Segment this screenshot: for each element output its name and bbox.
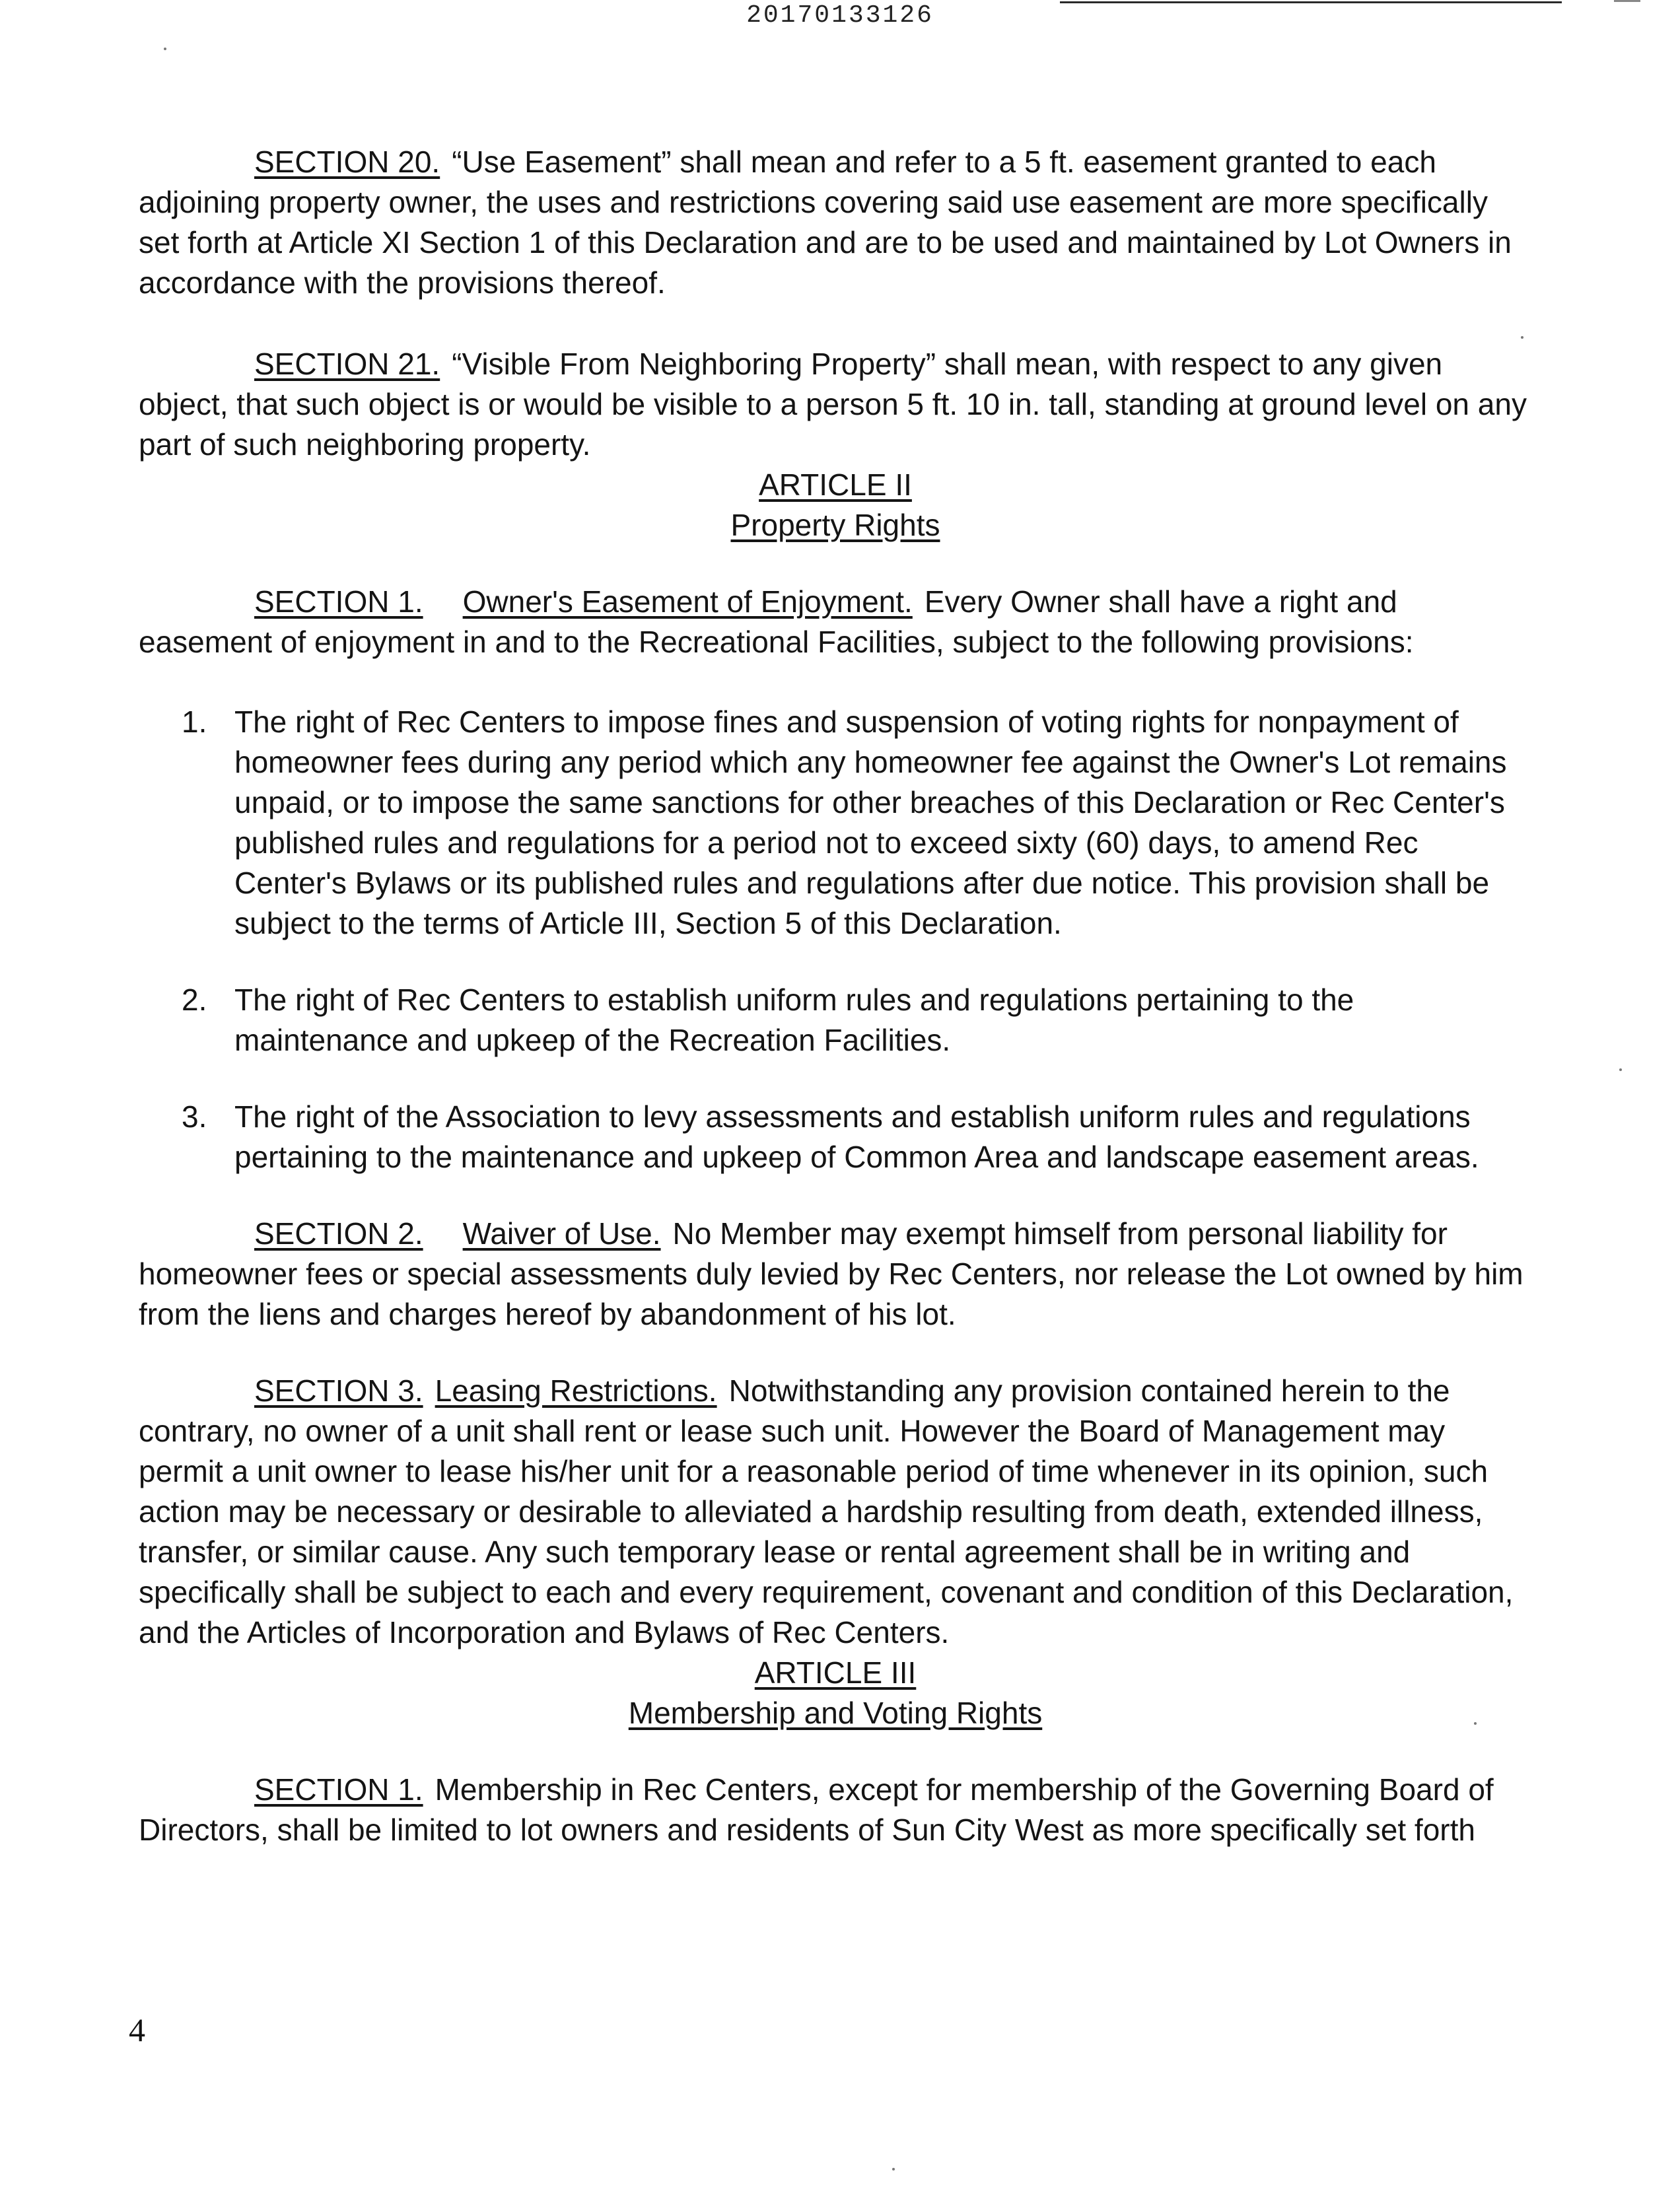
section-20 xyxy=(139,142,1532,303)
corner-mark xyxy=(1614,0,1640,2)
article-2-section-3-label: SECTION 3. xyxy=(254,1373,423,1408)
article-2-section-3-text: Notwithstanding any provision contained herein to the contrary, no owner of a unit shall rent or lease such unit. However the Board of Management may permit a unit owner to lease his/her unit for a reasonable period of time whenever in its opinion, such action may be necessary or desirable to alleviated a hardship resulting from death, extended illness, transfer, or similar cause. Any such temporary lease or rental agreement shall be in writing and specifically shall be subject to each and every requirement, covenant and condition of this Declaration, and the Articles of Incorporation and Bylaws of Rec Centers. xyxy=(139,1373,1514,1649)
section-21-text: “Visible From Neighboring Property” shall mean, with respect to any given object, that such object is or would be visible to a person 5 ft. 10 in. tall, standing at ground level on any part of such neighboring property. xyxy=(139,347,1527,462)
article-2-section-2-title: Waiver of Use. xyxy=(462,1216,661,1251)
article-2-section-2-text: No Member may exempt himself from personal liability for homeowner fees or special assessments duly levied by Rec Centers, nor release the Lot owned by him from the liens and charges hereof by abandonment of his lot. xyxy=(139,1216,1523,1331)
scan-speck xyxy=(1521,336,1523,339)
article-2-section-2 xyxy=(139,1214,1532,1335)
top-edge-line xyxy=(1060,1,1562,3)
scan-speck xyxy=(1474,1722,1477,1725)
provision-text: The right of the Association to levy assessments and establish uniform rules and regulations pertaining to the maintenance and upkeep of Common Area and landscape easement areas. xyxy=(234,1099,1479,1174)
article-2-section-3 xyxy=(139,1371,1532,1653)
provisions-list xyxy=(139,702,1532,1177)
provision-text: The right of Rec Centers to establish uniform rules and regulations pertaining to the maintenance and upkeep of the Recreation Facilities. xyxy=(234,983,1354,1057)
article-3-section-1 xyxy=(139,1770,1532,1850)
article-2-section-1-label: SECTION 1. xyxy=(254,584,423,619)
scan-speck xyxy=(1619,1068,1622,1071)
provision-item xyxy=(139,980,1532,1060)
article-2-heading: ARTICLE II xyxy=(759,468,912,502)
article-2-title: Property Rights xyxy=(730,508,940,542)
section-21 xyxy=(139,344,1532,465)
page-number: 4 xyxy=(129,2011,145,2048)
provision-number: 1. xyxy=(182,705,207,739)
article-3-title: Membership and Voting Rights xyxy=(628,1696,1043,1730)
article-3-heading: ARTICLE III xyxy=(754,1655,917,1690)
recording-number: 20170133126 xyxy=(746,1,934,30)
scan-speck xyxy=(892,2168,895,2170)
document-body xyxy=(139,142,1532,1850)
section-20-label: SECTION 20. xyxy=(254,145,440,179)
article-2-section-2-label: SECTION 2. xyxy=(254,1216,423,1251)
article-3-section-1-text: Membership in Rec Centers, except for membership of the Governing Board of Directors, shall be limited to lot owners and residents of Sun City West as more specifically set forth xyxy=(139,1772,1494,1847)
article-2-section-1 xyxy=(139,582,1532,662)
provision-item xyxy=(139,1097,1532,1177)
section-21-label: SECTION 21. xyxy=(254,347,440,381)
article-2-section-3-title: Leasing Restrictions. xyxy=(435,1373,717,1408)
article-2-section-1-title: Owner's Easement of Enjoyment. xyxy=(462,584,913,619)
article-2-section-1-text: Every Owner shall have a right and easement of enjoyment in and to the Recreational Facilities, subject to the following provisions: xyxy=(139,584,1414,659)
article-3-section-1-label: SECTION 1. xyxy=(254,1772,423,1807)
section-20-text: “Use Easement” shall mean and refer to a 5 ft. easement granted to each adjoining property owner, the uses and restrictions covering said use easement are more specifically set forth at Article XI Section 1 of this Declaration and are to be used and maintained by Lot Owners in accordance with the provisions thereof. xyxy=(139,145,1512,300)
provision-number: 3. xyxy=(182,1099,207,1134)
scan-speck xyxy=(164,48,166,50)
provision-item xyxy=(139,702,1532,944)
provision-number: 2. xyxy=(182,983,207,1017)
provision-text: The right of Rec Centers to impose fines and suspension of voting rights for nonpayment of homeowner fees during any period which any homeowner fee against the Owner's Lot remains unpaid, or to impose the same sanctions for other breaches of this Declaration or Rec Center's published rules and regulations for a period not to exceed sixty (60) days, to amend Rec Center's Bylaws or its published rules and regulations after due notice. This provision shall be subject to the terms of Article III, Section 5 of this Declaration. xyxy=(234,705,1507,940)
